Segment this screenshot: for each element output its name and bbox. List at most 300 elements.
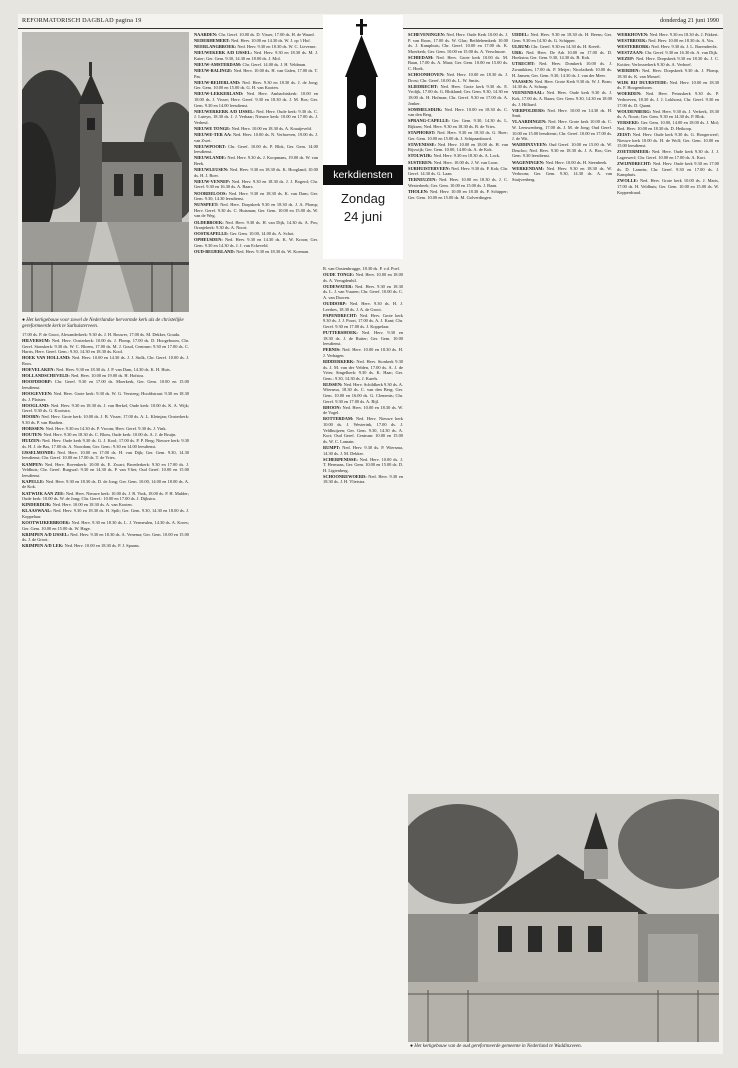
banner-title: kerkdiensten xyxy=(333,169,393,181)
place-name: NEERLANGBROEK: xyxy=(194,44,237,50)
service-times: Ned. Herv. 9.30 en 18.30 ds. J. van Berkel, Oude kerk: 10.00 ds. K. A. Wijk; Geref. 9.30 ds. G. Kooistra. xyxy=(22,402,189,414)
service-entry xyxy=(323,457,403,474)
top-photo-caption xyxy=(22,318,189,331)
service-times: Ned. Herv. Dorpskerk 9.30 en 18.30 ds. J. C. Kottier; Verlosserkerk 9.30 ds. A. Verhoef. xyxy=(617,56,719,67)
service-entry xyxy=(408,177,508,188)
service-column-6 xyxy=(617,32,719,784)
service-times: Ned. Herv. Bovenkerk: 10.00 ds. E. Zwart; Broederkerk: 9.30 en 17.00 ds. J. Veldhuis; Chr. Geref. Burgwal: 9.30 en 14.30 ds. P. van Vliet; Oud Geref. 10.00 en 15.00 leesdienst. xyxy=(22,461,189,478)
place-name: NIEUWERKERK A/D IJSSEL: xyxy=(194,108,255,114)
service-times: Ned. Herv. 10.00 en 14.30 ds. H. Smit. xyxy=(512,107,612,119)
place-name: ZWIJNDRECHT: xyxy=(617,161,652,167)
service-entry xyxy=(22,502,189,508)
place-name: OUDDORP: xyxy=(323,301,347,307)
service-entry xyxy=(22,391,189,402)
place-name: STAVENISSE: xyxy=(408,141,436,147)
service-times: Ned. Herv. Sionkerk 9.30 ds. J. M. van der Velden, 17.00 ds. A. J. de Vries; Singelkerk: 9.30 ds. K. Haar; Ger. Gem.: 9.30, 14.30 ds. J. Karels. xyxy=(323,359,403,381)
place-name: NAARDEN: xyxy=(194,32,218,37)
service-entry xyxy=(408,118,508,129)
service-entry xyxy=(408,130,508,141)
service-times: R. van Oostenbrugge, 18.30 ds. P. v.d. Poel. xyxy=(323,266,400,271)
service-entry xyxy=(512,50,612,61)
service-times: Ned. Herv. 10.00 ds. H. Steenbeek. xyxy=(545,159,608,165)
service-times: Ned. Herv. 9.30 en 18.30 ds. J. H. Vlietstra. xyxy=(323,473,403,485)
service-times: Ned. Herv. Grote kerk 9.30 ds. J. J. Poort, 17.00 ds. A. J. Kant; Chr. Geref. 9.30 en 17.00 ds. J. Koppelaar. xyxy=(323,312,403,329)
service-times: Chr. Geref. 10.00 ds. P. Blok, Ger. Gem. 14.00 leesdienst. xyxy=(194,143,318,155)
service-entry xyxy=(194,62,318,68)
service-entry xyxy=(408,72,508,83)
service-entry xyxy=(617,109,719,120)
service-times: Ned. Herv. 9.30 en 18.30 ds. W. Koeman. xyxy=(236,248,310,254)
place-name: KAPELLE: xyxy=(22,478,45,484)
service-entry xyxy=(194,249,318,255)
service-times: Ned. Herv. 10.00 en 18.30 ds. W. de Vogel. xyxy=(323,404,403,416)
service-times: Ned. Herv. Nieuwe kerk 10.00 ds. J. Westerink, 17.00 ds. J. Veldhuijzen; Ger. Gem. 9.30, 14.30 ds. A. Kort; Oud Geref. Centrum: 10.00 en 15.00 ds. W. C. Lamain. xyxy=(323,416,403,444)
service-times: Ned. Herv. Schildkerk 9.30 ds. A. Wiersma, 18.30 ds. C. van den Berg; Ger. Gem. 10.00 en 16.00 ds. G. Clements; Chr. Geref. 9.30 en 17.00 ds. A. Bijl. xyxy=(323,381,403,404)
place-name: WEZEP: xyxy=(617,56,635,62)
service-times: Ned. Herv. 9.30 en 18.30 ds. K. Hoogland; 10.00 ds. H. J. Boer. xyxy=(194,167,318,178)
service-entry xyxy=(512,142,612,159)
service-times: Ned. Herv. Grote kerk 10.00 ds. C. W. Leeuwenberg, 17.00 ds. J. M. de Jong; Oud Geref. 10.00 en 15.00 leesdienst; Chr. Geref. 10.00 en 17.00 ds. J. de Wit. xyxy=(512,119,612,142)
service-times: Ned. Herv. De Ark 10.00 en 17.00 ds. D. Hoekstra; Ger. Gem. 9.30, 14.30 ds. B. Kok. xyxy=(512,49,612,61)
place-name: NOORDELOOS: xyxy=(194,190,227,196)
service-times: Ned. Herv. 9.30 en 18.30 ds. J. Fikkert. xyxy=(649,32,719,37)
service-entry xyxy=(194,32,318,38)
service-times: Ger. Gem. 10.00, 14.00 ds. A. Schot. xyxy=(229,231,295,237)
service-times: Ger. Gem. 10.00, 14.00 en 18.00 ds. J. Mol; Ned. Herv. 10.00 en 18.30 ds. D. Heikoop. xyxy=(617,120,719,131)
service-times: Ned. Herv. 10.00 en 18.30 ds. C. van den Berg. xyxy=(408,106,508,118)
service-times: Ned. Herv. Oude kerk: 9.30 ds. C. J. Luteyn, 18.30 ds. J. J. Verhaar; Nieuwe kerk: 10.00 en 17.00 ds. J. Verheul. xyxy=(194,108,318,125)
service-entry xyxy=(512,108,612,119)
place-name: UDDEL: xyxy=(512,32,529,37)
service-entry xyxy=(194,68,318,79)
place-name: SCHIEDAM: xyxy=(408,54,434,60)
place-name: URK: xyxy=(512,49,524,55)
service-entry xyxy=(22,532,189,543)
service-times: Ned. Herv. 10.00 en 18.30 ds. P. J. Spaans. xyxy=(64,543,140,549)
service-entry xyxy=(408,55,508,72)
place-name: NIEUW-BALINGE: xyxy=(194,68,233,74)
place-name: KRIMPEN A/D IJSSEL: xyxy=(22,531,69,537)
service-entry xyxy=(22,520,189,531)
service-column-3 xyxy=(323,266,403,1048)
service-entry xyxy=(194,44,318,50)
place-name: NIEUWPOORT: xyxy=(194,143,226,149)
church-photo-surhuisterveen xyxy=(22,32,189,312)
service-times: Ned. Herv. Grote kerk 10.00 ds. M. Baan, 17.00 ds. A. Maat; Ger. Gem. 10.00 en 15.00 ds. C. Hoek. xyxy=(408,54,508,72)
place-name: SCHERPENISSE: xyxy=(323,456,358,462)
place-name: WOUDENBERG: xyxy=(617,108,652,114)
place-name: NIEUW-AMSTERDAM: xyxy=(194,61,242,67)
service-entry xyxy=(512,44,612,50)
service-times: Ned. Herv. Oude kerk 9.30 ds. J. Kok, 17.00 ds. A. Baars; Ger. Gem. 9.30, 14.30 en 18.00 ds. J. Hilliard. xyxy=(512,90,612,107)
service-times: Ned. Herv. 9.30 en 18.30 ds. M. J. Kater; Ger. Gem. 9.30, 14.30 en 18.00 ds. J. Mol. xyxy=(194,50,318,61)
service-times: Ned. Herv. Domkerk 10.00 ds. J. Zwanikken, 17.00 ds. P. Meijer; Nicolaikerk 10.00 ds. H. Jansen; Ger. Gem. 9.30, 14.30 ds. J. van der Meer. xyxy=(512,61,612,78)
service-times: Ned. Herv. 9.30 en 18.30 ds. C. Blom, Oude kerk: 10.00 ds. A. J. de Bruijn. xyxy=(43,432,177,438)
service-entry xyxy=(617,32,719,38)
place-name: STOLWIJK: xyxy=(408,153,433,159)
place-name: SOMMELSDIJK: xyxy=(408,106,443,112)
place-name: VEENENDAAL: xyxy=(512,90,545,96)
place-name: HOOFDDORP: xyxy=(22,379,52,385)
banner-title-bar xyxy=(323,165,403,185)
place-name: NIEUWE-TER AA: xyxy=(194,132,232,138)
place-name: KOOTWIJKERBROEK: xyxy=(22,520,71,525)
service-times: Ned. Herv. Ambachtskerk: 10.00 en 18.00 ds. J. Visser; Herv. Geref. 9.30 en 18.30 ds. J. M. Bos; Ger. Gem. 9.30 en 14.00 leesdienst. xyxy=(194,91,318,108)
service-entry xyxy=(408,189,508,200)
service-times: Ned. Herv. 9.30 ds. P. Kok; Chr. Geref. 14.30 ds. G. Laan. xyxy=(408,165,508,177)
service-times: Ned. Herv. Grote Kerk 9.30 ds. W. J. Bons; 14.30 ds. A. Schaap. xyxy=(512,78,612,90)
service-entry xyxy=(22,438,189,449)
service-times: Ned. Herv. 9.30 en 18.30 ds. J. J. Bogerd; Chr. Geref. 9.30 en 16.30 ds. A. Baars. xyxy=(194,178,318,190)
service-entry xyxy=(617,178,719,195)
service-entry xyxy=(512,166,612,183)
place-name: YERSEKE: xyxy=(617,120,640,126)
place-name: NIEUWEKERK A/D IJSSEL: xyxy=(194,50,253,56)
service-entry xyxy=(22,491,189,502)
service-entry xyxy=(617,56,719,67)
service-times: Ned. Herv. 9.30 ds. J. L. Barendrecht. xyxy=(651,44,718,50)
place-name: HOOGLAND: xyxy=(22,402,50,408)
service-times: Chr. Geref. 9.30 en 14.30 ds. H. Kreeft. xyxy=(531,43,601,49)
service-entry xyxy=(22,426,189,432)
place-name: NUNSPEET: xyxy=(194,202,219,208)
place-name: HILVERSUM: xyxy=(22,338,51,344)
service-times: Ned. Herv. 9.30 en 18.30 ds. J. de Ruiter; Ger. Gem. 10.00 leesdienst. xyxy=(323,330,403,347)
place-name: ZOETERMEER: xyxy=(617,149,650,155)
banner-day: Zondag xyxy=(340,191,386,206)
service-entry xyxy=(617,80,719,91)
service-entry xyxy=(194,231,318,237)
service-entry xyxy=(194,191,318,202)
place-name: UTRECHT: xyxy=(512,61,535,67)
service-entry xyxy=(323,272,403,283)
place-name: WESTBROEK: xyxy=(617,38,648,44)
service-entry xyxy=(194,38,318,44)
place-name: WADDINXVEEN: xyxy=(512,142,548,148)
place-name: PAPENDRECHT: xyxy=(323,312,358,318)
masthead-date: donderdag 21 juni 1990 xyxy=(660,17,719,24)
place-name: NIEUWLANDE: xyxy=(194,155,227,161)
service-times: Ned. Herv. 10.00 en 18.30 ds. A. Vos. xyxy=(648,38,715,44)
service-entry xyxy=(323,347,403,358)
place-name: TERNEUZEN: xyxy=(408,177,437,183)
place-name: WIERDEN: xyxy=(617,68,640,74)
service-entry xyxy=(22,373,189,379)
service-column-4 xyxy=(408,32,508,784)
service-entry xyxy=(323,330,403,347)
place-name: ZWOLLE: xyxy=(617,178,638,184)
service-column-2 xyxy=(194,32,318,1048)
place-name: SCHOONREWOERD: xyxy=(323,473,367,479)
bottom-photo-caption xyxy=(410,1044,720,1050)
service-entry xyxy=(408,84,508,106)
service-times: Ned. Herv. Dorpskerk 9.30 en 18.30 ds. J. A. Plomp; Herv. Geref. 9.30 ds. C. Huisman; Ger. Gem. 10.00 en 15.00 ds. W. van de Weg. xyxy=(194,202,318,219)
top-photo-caption-text: Het kerkgebouw voor zowel de Nederlandse hervormde kerk als de christelijke gereformeerde kerk te Surhuisterveen. xyxy=(22,318,184,330)
service-times: Ned. Herv. Dorpskerk 9.30 ds. J. Plomp, 18.30 ds. K. van Mossel. xyxy=(617,68,719,79)
service-times: Ned. Herv. 10.00 en 18.30 ds. J. Drost; Chr. Geref. 10.00 ds. L. W. Smits. xyxy=(408,72,508,83)
service-times: Chr. Geref. 14.00 ds. J. H. Veldman. xyxy=(242,61,307,67)
service-entry xyxy=(617,149,719,160)
service-entry xyxy=(323,405,403,416)
service-entry xyxy=(22,543,189,549)
place-name: SPRANG-CAPELLE: xyxy=(408,118,450,124)
service-times: Ned. Herv. 9.30 en 18.30 ds. H. Spilt; Ger. Gem. 9.30, 14.30 en 18.00 ds. J. Koppelaar. xyxy=(22,508,189,519)
service-times: Ned. Herv. 10.00 en 18.00 ds. H. van Rijswijk; Ger. Gem. 10.00, 14.00 ds. A. de Kok. xyxy=(408,141,508,153)
place-name: WIJK BIJ DUURSTEDE: xyxy=(617,79,668,85)
place-name: PUTTERSHOEK: xyxy=(323,330,358,336)
service-entry xyxy=(617,44,719,50)
place-name: NIEUW-VENNEP: xyxy=(194,178,231,184)
place-name: OUDEWATER: xyxy=(323,283,353,289)
service-times: Ned. Herv. 10.00 ds. H. van Galen, 17.00 ds. T. Pas. xyxy=(194,68,318,79)
place-name: SCHOONHOVEN: xyxy=(408,72,445,78)
service-entry xyxy=(408,32,508,54)
service-entry xyxy=(22,508,189,519)
place-name: STAPHORST: xyxy=(408,130,436,136)
service-times: Ned. Herv. 9.30 ds. H. van Dijk, 14.30 ds. A. Pos; Oranjekerk: 9.30 ds. A. Noort. xyxy=(194,219,318,231)
place-name: HUIZEN: xyxy=(22,438,41,444)
service-times: Ned. Herv. Oude kerk 9.30 ds. G. J. Kool; 17.00 ds. P. P. Berg; Nieuwe kerk: 9.30 ds. H. J. de Bas, 17.00 ds. A. Noordam; Ger. Gem.: 9.30 en 14.00 leesdienst. xyxy=(22,438,189,449)
place-name: PERNIS: xyxy=(323,347,341,353)
service-times: Ned. Herv. Petruskerk 9.30 ds. P. Verhoeven, 18.30 ds. J. J. Lokhorst; Chr. Geref. 9.30 en 17.00 ds. D. Quant. xyxy=(617,91,719,108)
service-column-5 xyxy=(512,32,612,784)
place-name: HOOGEVEEN: xyxy=(22,390,53,396)
service-times: Ned. Herv. Oude kerk 9.30 en 17.00 ds. D. Lamein; Chr. Geref. 9.30 en 17.00 ds. J. Kamphuis. xyxy=(617,161,719,178)
service-times: Ned. Herv. 10.00 en 18.30 ds. F. Hoogendoorn. xyxy=(617,79,719,91)
place-name: ZEIST: xyxy=(617,132,632,138)
service-times: Ned. Herv. 10.00 en 18.30 ds. J. C. Westerbeek; Ger. Gem. 10.00 en 15.00 ds. J. Baan. xyxy=(408,177,508,188)
service-entry xyxy=(617,38,719,44)
place-name: KAMPEN: xyxy=(22,461,43,467)
service-times: Ned. Herv. 10.00 ds. J. T. Hermans, Ger. Gem. 10.00 en 15.00 ds. D. H. Ligtenberg. xyxy=(323,456,403,473)
place-name: WOERDEN: xyxy=(617,91,642,97)
service-entry xyxy=(22,462,189,479)
service-entry xyxy=(194,126,318,132)
service-entry xyxy=(323,284,403,301)
service-entry xyxy=(194,50,318,61)
service-times: Ned. Herv. 10.00 en 18.30 ds. A. van Kooten. xyxy=(52,502,133,508)
service-entry xyxy=(194,144,318,155)
service-times: Oud Geref. 10.00 en 15.00 ds. W. Deurloo; Ned. Herv. 9.30 en 18.30 ds. J. A. Bos; Ger. Gem. 9.30 leesdienst. xyxy=(512,142,612,159)
service-entry xyxy=(22,355,189,366)
service-entry xyxy=(194,155,318,166)
service-times: Ned. Herv. 9.30 en 18.30 ds. A. Venema; Ger. Gem. 10.00 en 15.00 ds. J. de Groot. xyxy=(22,531,189,543)
place-name: SCHEVENINGEN: xyxy=(408,32,446,37)
service-times: Ned. Herv. 9.30 ds. J. Koopmans, 19.00 ds. W. van Beek. xyxy=(194,155,318,167)
service-entry xyxy=(194,91,318,108)
place-name: SLIEDRECHT: xyxy=(408,83,438,89)
place-name: WESTERBORK: xyxy=(617,44,651,50)
service-times: Ned. Herv. 10.00 ds. N. Verhoeven, 19.00 ds. J. van Zwet. xyxy=(194,132,318,143)
service-times: Ned. Herv. Grote kerk: 9.30 ds. W. G. Versteeg; Hoofdstraat: 9.30 en 18.30 ds. J. Plaisier. xyxy=(22,390,189,402)
service-times: Ned. Herv. 10.00 ds. J. W. van Loon. xyxy=(433,159,499,165)
place-name: NIEUWLEUSEN: xyxy=(194,167,229,173)
service-entry xyxy=(323,359,403,381)
service-times: Ned. Herv. 9.30 en 18.30 ds. W. Verboom; Ger. Gem. 9.30, 14.30 ds. A. van Stuijvenberg. xyxy=(512,165,612,182)
newspaper-page xyxy=(18,14,723,1054)
church-silhouette-icon xyxy=(323,15,403,165)
service-entry xyxy=(22,479,189,490)
service-entry xyxy=(512,90,612,107)
place-name: ULRUM: xyxy=(512,43,531,49)
place-name: NIEUW-BEIJERLAND: xyxy=(194,79,241,85)
service-times: Ned. Herv. Oude Kerk 10.00 ds. J. P. van Roon, 17.00 ds. W. Glas; Bethlehemkerk 10.00 ds. J. Kamphuis; Chr. Geref. 10.00 en 17.00 ds. K. Moerkerk; Ger. Gem. 10.00 en 15.00 ds. A. Verschuure. xyxy=(408,32,508,54)
service-times: Ned. Herv. 10.00 en 18.30 ds. H. J. Verhagen. xyxy=(323,347,403,358)
service-entry xyxy=(617,50,719,56)
place-name: RIDDERKERK: xyxy=(323,359,355,364)
service-times: Ned. Herv. 9.30 ds. H. J. Leerkes, 18.30 ds. J. A. de Groot. xyxy=(323,301,403,312)
service-times: Ned. Herv. 9.30 en 18.30 ds. L. J. Vermeulen, 14.30 ds. A. Kroes; Ger. Gem. 10.00 en 15.00 ds. W. Hage. xyxy=(22,520,189,531)
service-times: Chr. Geref. 9.30 en 16.30 ds. A. van Dijk. xyxy=(644,50,718,56)
service-times: Ned. Herv. 9.30 en 18.30 ds. H. Beens; Ger. Gem. 9.30 en 14.30 ds. G. Schipper. xyxy=(512,32,612,43)
service-entry xyxy=(408,160,508,166)
service-times: Ned. Herv. Oude kerk 9.30 ds. J. J. Lagerwerf; Chr. Geref. 10.00 en 17.00 ds. A. Kort. xyxy=(617,149,719,160)
service-times: Ned. Herv. 9.30 en 18.30 ds. W. C. Lievense. xyxy=(237,44,317,50)
service-times: Ned. Herv. Nieuwe kerk: 10.00 ds. J. R. Vink, 18.00 ds. P. H. Mulder; Oude kerk: 10.00 ds. W. de Jong; Chr. Geref.: 10.00 en 17.00 ds. J. Dijkstra. xyxy=(22,490,189,502)
service-entry xyxy=(323,445,403,456)
service-entry xyxy=(194,179,318,190)
service-entry xyxy=(408,166,508,177)
service-entry xyxy=(617,161,719,178)
service-times: Ned. Herv. 9.30 en 18.30 ds. A. Lock. xyxy=(433,153,501,159)
church-photo-waddinxveen xyxy=(408,794,719,1042)
service-column-1 xyxy=(22,332,189,1048)
place-name: OLDEBROEK: xyxy=(194,219,224,225)
place-name: HOLLANDSCHEVELD: xyxy=(22,373,70,379)
place-name: WERKENDAM: xyxy=(512,165,544,171)
place-name: OUD-BEIJERLAND: xyxy=(194,248,235,254)
place-name: OOSTKAPELLE: xyxy=(194,231,229,237)
service-times: Ned. Herv. Grote kerk 10.00 ds. J. Maris, 17.00 ds. H. Veldhuis; Ger. Gem. 10.00 en 15.00 ds. W. Kopperdraad. xyxy=(617,178,719,195)
service-entry xyxy=(617,68,719,79)
place-name: WERKHOVEN: xyxy=(617,32,649,37)
service-entry xyxy=(512,79,612,90)
service-entry xyxy=(194,109,318,126)
masthead-publication: REFORMATORISCH DAGBLAD pagina 19 xyxy=(22,17,142,24)
service-entry xyxy=(22,338,189,355)
service-entry xyxy=(512,119,612,141)
place-name: VAASSEN: xyxy=(512,78,534,84)
service-entry xyxy=(22,403,189,414)
place-name: NIEUWE TONGE: xyxy=(194,126,231,131)
service-entry xyxy=(22,414,189,425)
place-name: OUDE TONGE: xyxy=(323,272,355,278)
place-name: WAGENINGEN: xyxy=(512,159,545,165)
place-name: THOLEN: xyxy=(408,189,429,195)
service-entry xyxy=(617,120,719,131)
caption-bullet: ● xyxy=(22,318,27,323)
service-times: Ned. Herv. Grote kerk: 10.00 ds. J. B. Visser, 17.00 ds. A. L. Kleinjan; Oosterkerk: 9.30 ds. P. van Haaften. xyxy=(22,414,189,425)
place-name: ROTTERDAM: xyxy=(323,416,354,422)
bottom-photo-caption-text: Het kerkgebouw van de oud gereformeerde gemeente in Nederland te Waddinxveen. xyxy=(414,1044,582,1049)
service-entry xyxy=(323,301,403,312)
place-name: VLAARDINGEN: xyxy=(512,119,547,125)
service-entry xyxy=(512,32,612,43)
place-name: SURHUISTERVEEN: xyxy=(408,165,451,171)
service-times: Ned. Herv. Grote kerk 9.30 ds. E. Vrolijk, 17.00 ds. G. Blokland; Ger. Gem. 9.30, 14.30 en 18.00 ds. H. Hofman; Chr. Geref. 9.30 en 17.00 ds. A. Jonker. xyxy=(408,83,508,106)
service-entry xyxy=(323,382,403,404)
place-name: NIEUW-LEKKERLAND: xyxy=(194,91,244,97)
service-entry xyxy=(22,450,189,461)
service-entry xyxy=(323,266,403,272)
banner-date: 24 juni xyxy=(343,209,383,224)
service-times: Ger. Gem. 9.30, 14.30 ds. L. Rijksen; Ned. Herv. 9.30 en 18.30 ds. B. de Vries. xyxy=(408,118,508,129)
service-entry xyxy=(408,153,508,159)
service-times: Ned. Herv. 10.00 en 19.00 ds. H. Hofstra. xyxy=(70,373,145,379)
service-times: Ned. Herv. 9.30 ds. J. Verkerk, 18.30 ds. A. Noort; Ger. Gem. 9.30 en 14.30 ds. P. Blok. xyxy=(617,108,719,120)
church-photo-image xyxy=(22,32,189,312)
service-entry xyxy=(512,160,612,166)
place-name: KATWIJK AAN ZEE: xyxy=(22,490,65,496)
service-entry xyxy=(22,432,189,438)
service-times: Ned. Herv. 9.30 en 18.30 ds. J. P. van Dam, 14.30 ds. K. H. Huis. xyxy=(56,367,171,373)
place-name: KRIMPEN A/D LEK: xyxy=(22,543,64,549)
service-entry xyxy=(512,61,612,78)
service-times: Ned. Herv. 9.30 en 18.30 ds. J. de Jong; Ger. Gem. 10.00 en 15.00 ds. G. H. van Kooten. xyxy=(194,79,318,91)
service-entry xyxy=(617,132,719,149)
service-times: Ned. Herv. 9.30 ds. P. Wiersma, 14.30 ds. J. M. Dekker. xyxy=(323,444,403,456)
service-entry xyxy=(323,313,403,330)
place-name: HOORN: xyxy=(22,414,41,420)
place-name: OPHEUSDEN: xyxy=(194,237,223,243)
service-entry xyxy=(194,132,318,143)
place-name: SUSTEREN: xyxy=(408,159,433,165)
service-entry xyxy=(22,367,189,373)
place-name: NEDERHEMERT: xyxy=(194,38,230,44)
service-entry xyxy=(323,474,403,485)
service-entry xyxy=(194,167,318,178)
service-times: Ned. Herv. Oude kerk 9.30 ds. G. Hoogerwerf; Nieuwe kerk 10.00 ds. H. de Wolf; Ger. Gem. 10.00 en 15.00 leesdienst. xyxy=(617,132,719,149)
service-times: Chr. Geref. 10.00 ds. D. Visser, 17.00 ds. H. de Waard. xyxy=(218,32,315,37)
service-times: Ned. Herv. 10.00 en 14.30 ds. W. J. op 't Hof. xyxy=(230,38,311,44)
service-entry xyxy=(194,202,318,219)
place-name: WESTZAAN: xyxy=(617,50,644,56)
place-name: RUMPT: xyxy=(323,444,341,450)
place-name: HORSSEN: xyxy=(22,426,45,431)
service-times: Ned. Herv. 9.30 en 14.30 ds. K. W. Kroon; Ger. Gem. 9.30 en 14.30 ds. J. J. van Eckeveld. xyxy=(194,237,318,248)
service-entry xyxy=(408,107,508,118)
service-entry xyxy=(194,237,318,248)
service-entry xyxy=(323,416,403,444)
place-name: VIERPOLDERS: xyxy=(512,107,546,113)
place-name: HOEVELAKEN: xyxy=(22,367,55,373)
service-entry xyxy=(617,91,719,108)
kerkdiensten-banner xyxy=(323,15,403,259)
service-times: Ned. Herv. 9.30 en 18.30 ds. L. J. van Vuuren; Chr. Geref. 10.00 ds. C. A. van Dooren. xyxy=(323,283,403,300)
service-times: Ned. Herv. 10.00 en 14.30 ds. J. J. Stolk, Chr. Geref. 10.00 ds. J. Roos. xyxy=(22,355,189,366)
service-entry xyxy=(22,332,189,338)
place-name: RHOON: xyxy=(323,404,342,410)
service-entry xyxy=(194,80,318,91)
service-times: Ned. Herv. 9.30 en 18.30 ds. K. van Dam; Ger. Gem. 9.30, 14.30 leesdienst. xyxy=(194,190,318,202)
place-name: KINDERDIJK: xyxy=(22,502,52,508)
place-name: RIJSSEN: xyxy=(323,381,343,387)
service-times: Chr. Geref. 9.30 en 17.00 ds. Moerkerk, Ger. Gem. 10.00 en 15.00 leesdienst. xyxy=(22,379,189,390)
place-name: HOEK VAN HOLLAND: xyxy=(22,355,71,361)
service-entry xyxy=(22,379,189,390)
place-name: KLAASWAAL: xyxy=(22,508,52,514)
service-times: Ned. Herv. Oosterkerk: 10.00 ds. J. Plomp, 17.00 ds. D. Hoogeboom, Chr. Geref. Sionskerk: 9.30 ds. W. C. Bloem, 17.00 ds. M. J. Goud, Centrum: 9.30 en 17.00 ds. C. Harris, Herv. Geref. Gem.: 9.30, 14.30 en 18.30 ds. Kool. xyxy=(22,338,189,355)
service-times: Ned. Herv. 10.00 en 17.00 ds. H. van Dijk; Ger. Gem. 9.30, 14.30 leesdienst; Chr. Geref. 10.00 en 17.00 ds. T. de Vries. xyxy=(22,449,189,461)
caption-bullet: ● xyxy=(410,1044,415,1049)
service-entry xyxy=(408,142,508,153)
service-times: Ned. Herv. 10.00 en 18.00 ds. A. Vreugdenhil. xyxy=(323,272,403,283)
service-times: Ned. Herv. 9.30 en 14.30 ds. P. Vroom; Herv. Geref. 9.30 ds. J. Vink. xyxy=(45,426,167,431)
place-name: HOUTEN: xyxy=(22,432,43,438)
service-times: Ned. Herv. 10.00 en 18.30 ds. P. Schipper; Ger. Gem. 10.00 en 15.00 ds. M. Golverdingen. xyxy=(408,189,508,200)
church-photo-image xyxy=(408,794,719,1042)
service-times: Ned. Herv. 9.30 en 18.30 ds. D. de Jong; Ger. Gem. 10.00, 14.00 en 18.00 ds. A. de Kok. xyxy=(22,478,189,490)
